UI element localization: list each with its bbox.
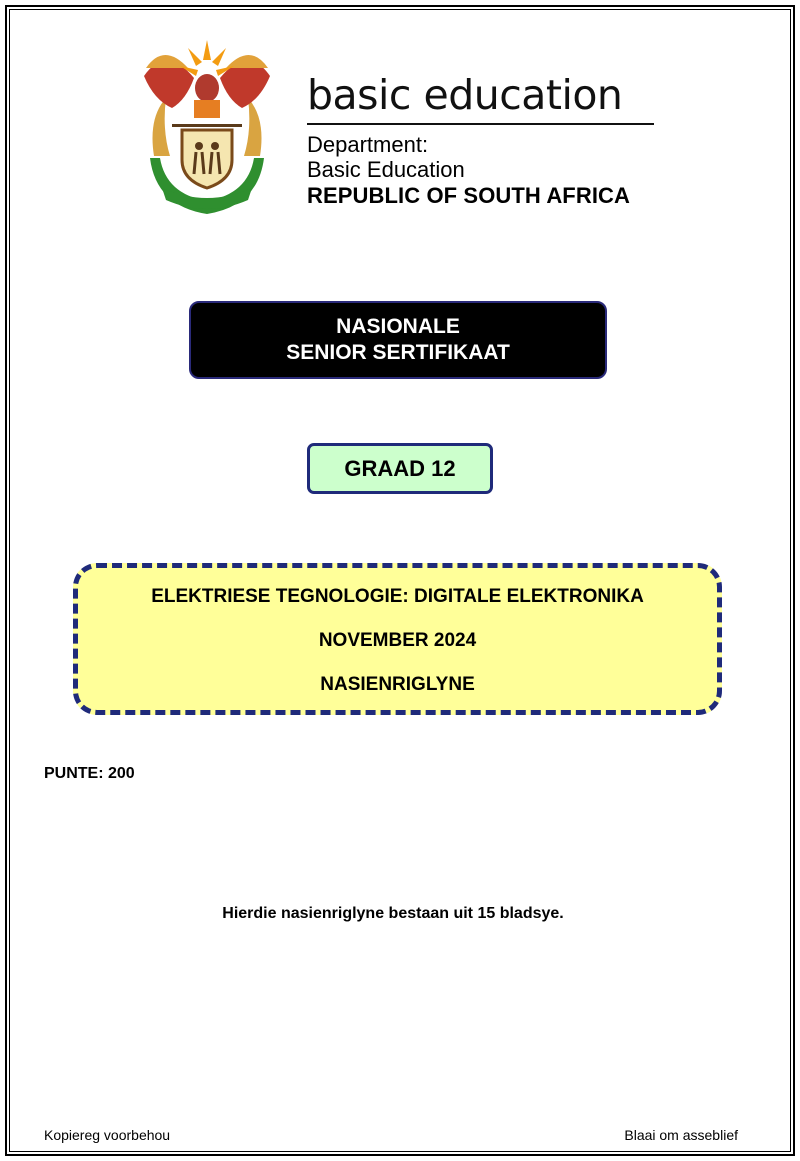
- footer-turn-over: Blaai om asseblief: [624, 1127, 738, 1143]
- page-count-note: Hierdie nasienriglyne bestaan uit 15 bladsye.: [222, 905, 564, 922]
- certificate-box: [189, 301, 607, 379]
- certificate-line-1: NASIONALE: [336, 315, 460, 338]
- footer-copyright: Kopiereg voorbehou: [44, 1127, 171, 1143]
- header-block: [307, 70, 657, 209]
- coat-of-arms-icon: [136, 38, 278, 216]
- subject-title: ELEKTRIESE TEGNOLOGIE: DIGITALE ELEKTRONIKA: [151, 586, 644, 607]
- exam-session: NOVEMBER 2024: [318, 630, 477, 651]
- brand-title: basic education: [307, 71, 623, 119]
- subject-box: [73, 563, 722, 715]
- grade-box: GRAAD 12: [307, 443, 493, 494]
- certificate-line-2: SENIOR SERTIFIKAAT: [286, 341, 510, 364]
- department-name: Basic Education: [307, 157, 465, 182]
- department-label: Department:: [307, 132, 429, 157]
- document-type: NASIENRIGLYNE: [320, 674, 475, 695]
- brand-rule: [307, 123, 654, 125]
- total-marks: PUNTE: 200: [44, 765, 135, 782]
- country-name: REPUBLIC OF SOUTH AFRICA: [307, 183, 631, 208]
